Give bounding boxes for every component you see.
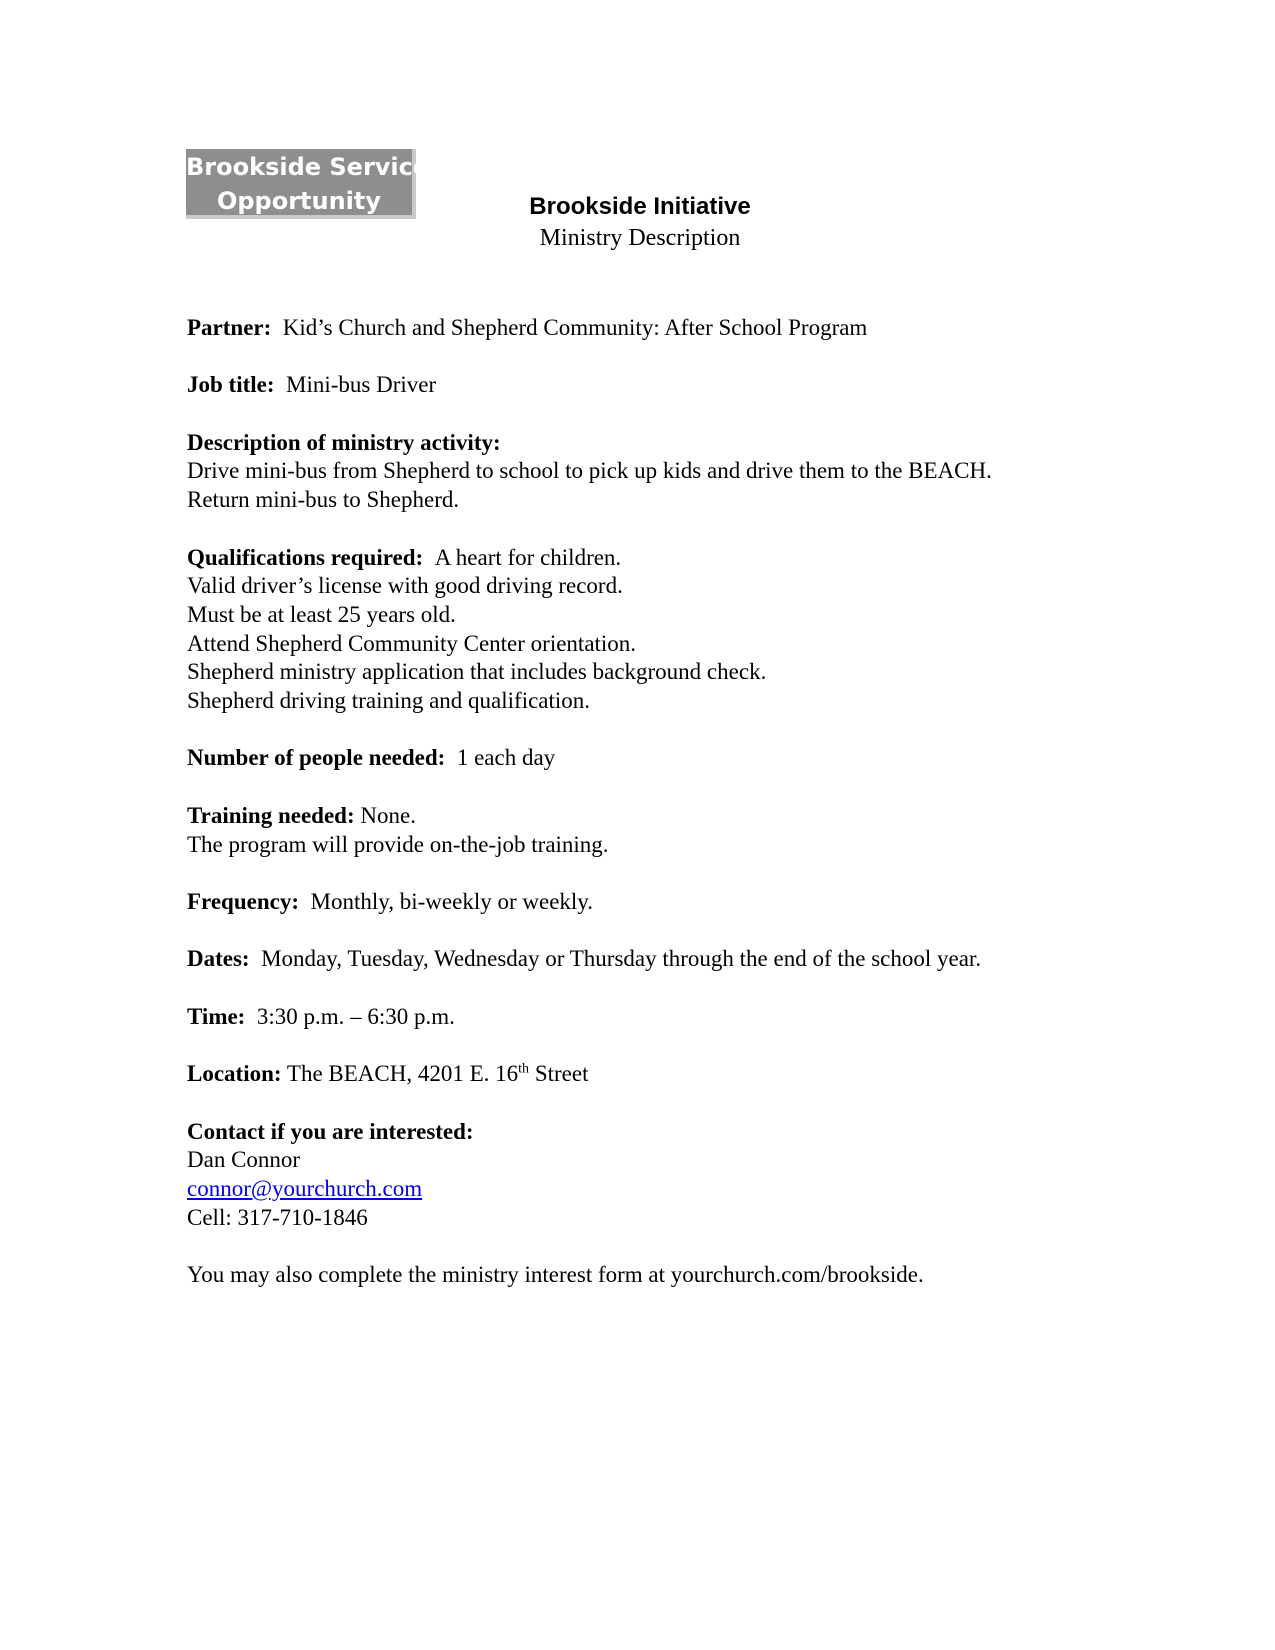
qualifications-label: Qualifications required:: [187, 544, 424, 570]
brookside-logo: [186, 149, 430, 219]
document-body: [187, 314, 1087, 1318]
partner-label: Partner:: [187, 315, 272, 340]
description-section: [187, 429, 1087, 515]
frequency-label: Frequency:: [187, 888, 300, 914]
time-value: 3:30 p.m. – 6:30 p.m.: [256, 1003, 455, 1029]
qualifications-section: [187, 544, 1087, 716]
job-title-value: Mini-bus Driver: [286, 372, 437, 398]
job-title-section: [187, 371, 1087, 400]
footer-note-section: [187, 1261, 1087, 1290]
location-section: [187, 1060, 1087, 1089]
qualification-item: Valid driver’s license with good driving record.: [187, 573, 623, 599]
partner-value: Kid’s Church and Shepherd Community: After School Program: [282, 315, 868, 340]
people-needed-label: Number of people needed:: [187, 745, 446, 771]
time-label: Time:: [187, 1003, 246, 1029]
qualification-item: Shepherd driving training and qualification.: [187, 688, 591, 714]
description-label: Description of ministry activity:: [187, 429, 501, 455]
training-section: [187, 802, 1087, 859]
people-needed-section: [187, 744, 1087, 773]
logo-line-2: Opportunity: [216, 187, 382, 215]
footer-note: You may also complete the ministry interest form at yourchurch.com/brookside.: [187, 1262, 924, 1288]
contact-email-link[interactable]: connor@yourchurch.com: [187, 1175, 423, 1201]
people-needed-value: 1 each day: [456, 745, 556, 771]
qualifications-first: A heart for children.: [434, 544, 622, 570]
partner-section: [187, 314, 1087, 343]
document-header: [480, 192, 800, 254]
training-detail: The program will provide on-the-job training.: [187, 831, 609, 857]
qualification-item: Must be at least 25 years old.: [187, 601, 456, 627]
contact-section: [187, 1118, 1087, 1233]
description-line-2: Return mini-bus to Shepherd.: [187, 487, 460, 513]
document-subtitle: Ministry Description: [539, 225, 741, 251]
dates-value: Monday, Tuesday, Wednesday or Thursday through the end of the school year.: [261, 946, 982, 972]
document-title: Brookside Initiative: [529, 193, 751, 220]
training-value: None.: [360, 802, 416, 828]
location-value-suffix: Street: [529, 1061, 589, 1087]
qualification-item: Shepherd ministry application that includes background check.: [187, 659, 767, 685]
location-superscript: th: [518, 1061, 530, 1077]
contact-label: Contact if you are interested:: [187, 1118, 474, 1144]
dates-section: [187, 945, 1087, 974]
logo-line-1: Brookside Service: [186, 153, 430, 181]
training-label: Training needed:: [187, 802, 355, 828]
qualification-item: Attend Shepherd Community Center orientation.: [187, 630, 637, 656]
job-title-label: Job title:: [187, 372, 275, 398]
time-section: [187, 1003, 1087, 1032]
location-value: The BEACH, 4201 E. 16: [286, 1061, 519, 1087]
frequency-value: Monthly, bi-weekly or weekly.: [310, 888, 594, 914]
location-label: Location:: [187, 1061, 282, 1087]
description-line-1: Drive mini-bus from Shepherd to school to pick up kids and drive them to the BEACH.: [187, 458, 992, 484]
dates-label: Dates:: [187, 946, 250, 972]
contact-cell: Cell: 317-710-1846: [187, 1204, 368, 1230]
frequency-section: [187, 888, 1087, 917]
contact-name: Dan Connor: [187, 1147, 301, 1173]
